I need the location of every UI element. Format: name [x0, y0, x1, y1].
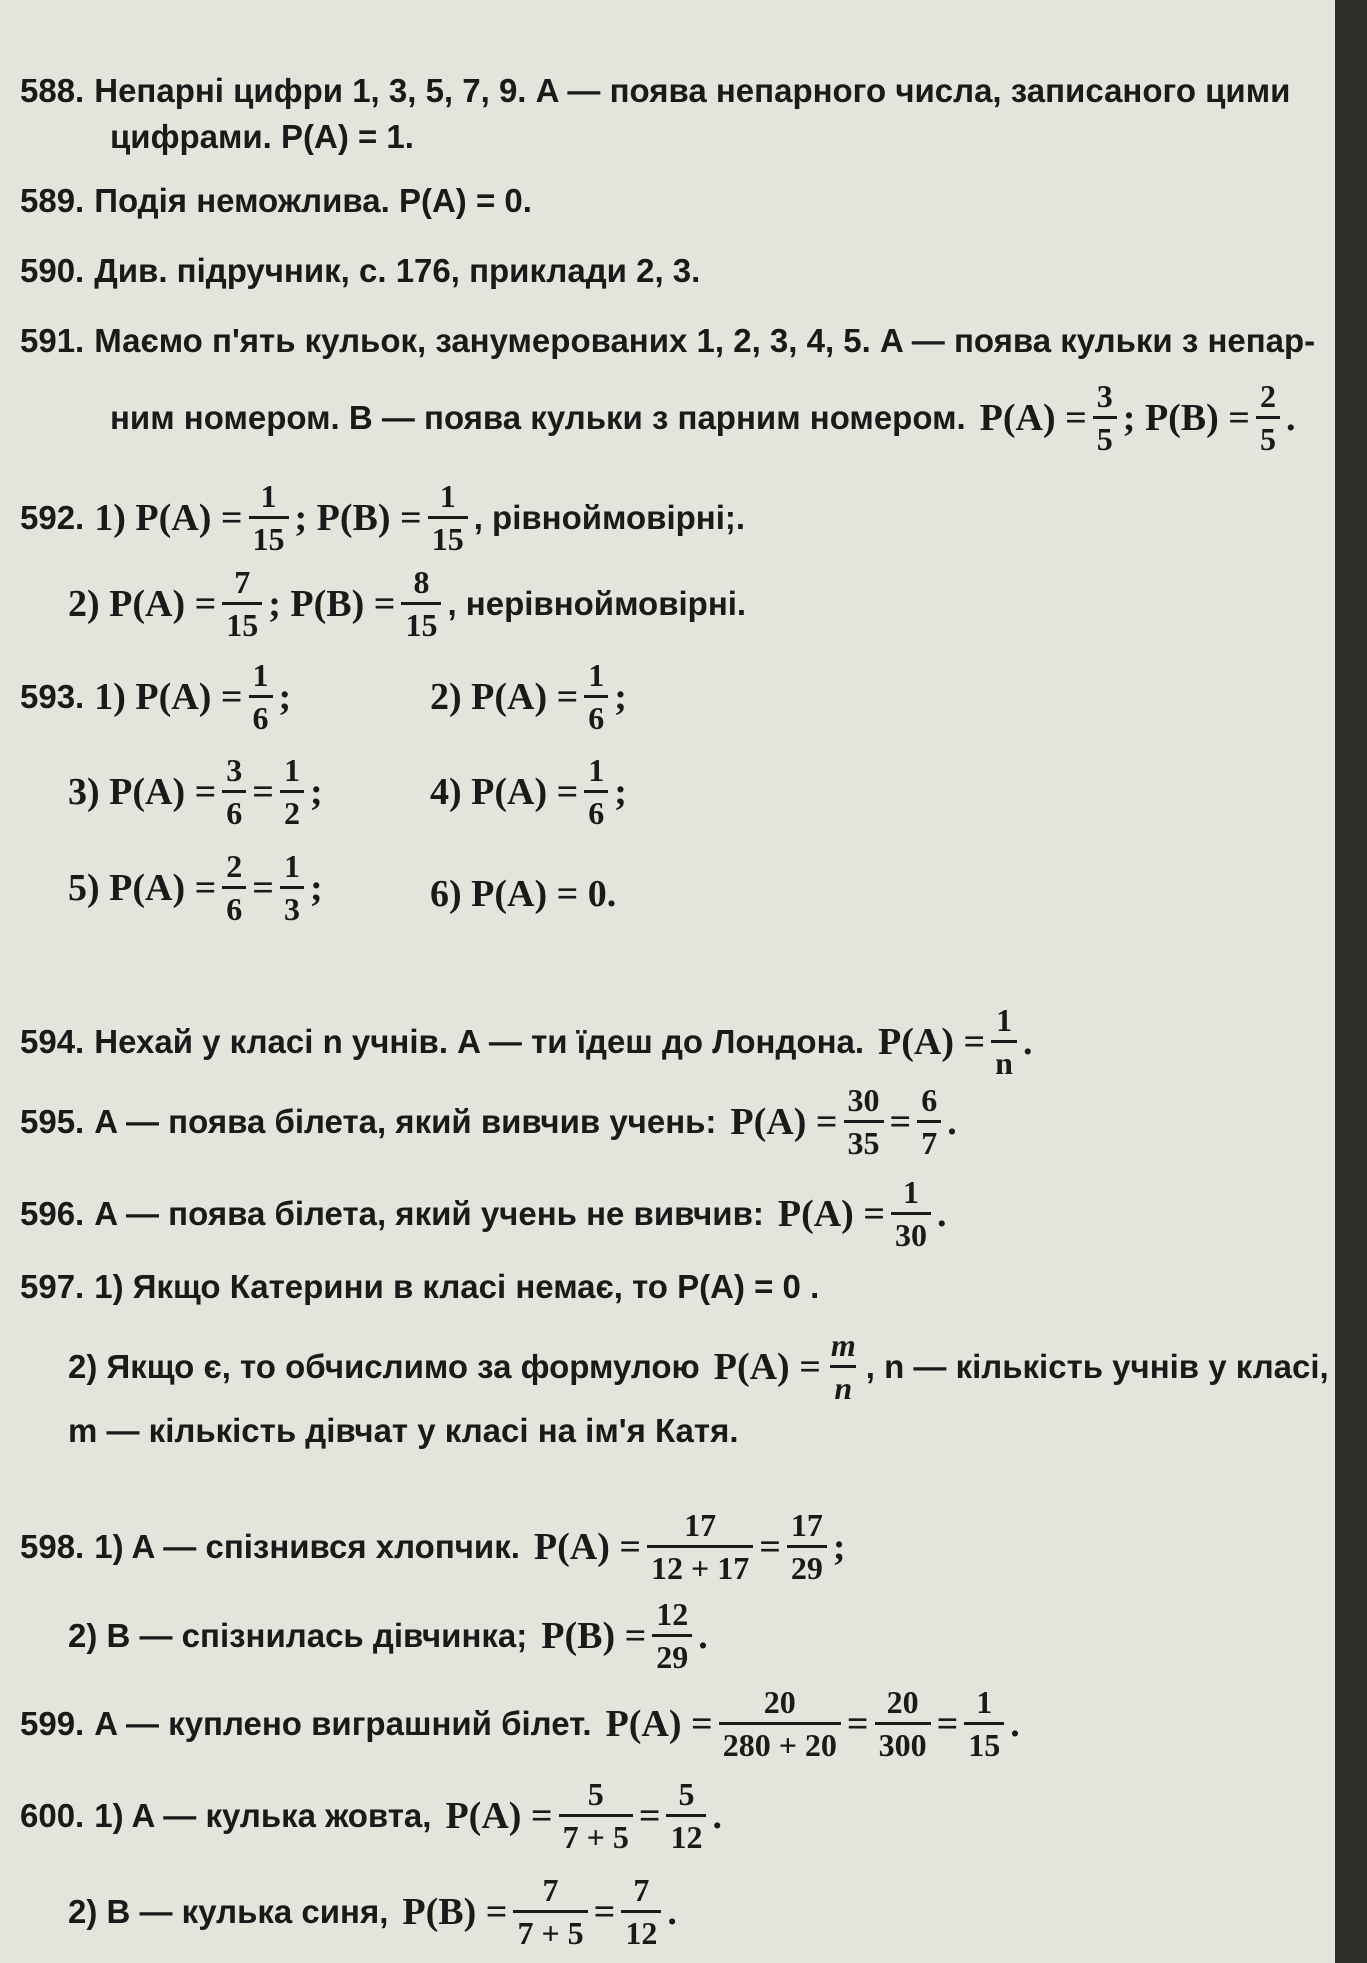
answer-number: 594.	[20, 1022, 85, 1060]
fraction: $\frac{1}{2}$	[280, 750, 304, 833]
fraction: $\frac{2}{5}$	[1256, 376, 1280, 459]
answer-591-line1	[20, 322, 1315, 360]
answer-593-row1-col2: 2) P(A) = $\frac{1}{6}$ ;	[430, 657, 627, 736]
answer-number: 599.	[20, 1704, 85, 1742]
answer-588-line1	[20, 72, 1290, 110]
answer-number: 595.	[20, 1102, 85, 1140]
fraction: $\frac{20}{300}$	[875, 1682, 931, 1765]
answer-number: 600.	[20, 1796, 85, 1834]
fraction: $\frac{7}{15}$	[222, 562, 262, 645]
fraction: $\frac{1}{6}$	[249, 655, 273, 738]
fraction: $\frac{2}{6}$	[222, 846, 246, 929]
fraction: $\frac{17}{29}$	[787, 1505, 827, 1588]
answer-593-row1: 593. 1) P(A) = $\frac{1}{6}$ ;	[20, 657, 292, 736]
fraction: $\frac{6}{7}$	[917, 1080, 941, 1163]
fraction: $\frac{1}{15}$	[428, 476, 468, 559]
answer-593-row2: 3) P(A) = $\frac{3}{6}$ = $\frac{1}{2}$ ;	[68, 752, 323, 831]
answer-597-line3: m — кількість дівчат у класі на ім'я Катя.	[68, 1412, 739, 1449]
answer-594: 594. Нехай у класі n учнів. A — ти їдеш до Лондона. P(A) = $\frac{1}{n}$ .	[20, 1002, 1033, 1081]
fraction: $\frac{17}{12 + 17}$	[647, 1505, 753, 1588]
answer-number: 597.	[20, 1268, 85, 1305]
answer-588-line2	[110, 118, 414, 156]
answer-599: 599. A — куплено виграшний білет. P(A) = $\frac{20}{280 + 20}$ = $\frac{20}{300}$ = $\frac{1}{15}$ .	[20, 1684, 1020, 1763]
answer-text: цифрами. P(A) = 1.	[110, 118, 414, 155]
answer-number: 591.	[20, 322, 85, 359]
page-binding-edge	[1335, 0, 1367, 1963]
answer-595: 595. A — поява білета, який вивчив учень: P(A) = $\frac{30}{35}$ = $\frac{6}{7}$ .	[20, 1082, 957, 1161]
fraction: $\frac{30}{35}$	[844, 1080, 884, 1163]
fraction: $\frac{1}{6}$	[584, 655, 608, 738]
fraction: $\frac{1}{3}$	[280, 846, 304, 929]
answer-592-line2: 2) P(A) = $\frac{7}{15}$ ; P(B) = $\frac{8}{15}$ , нерівноймовірні.	[68, 564, 747, 643]
answer-593-row3-col2: 6) P(A) = 0.	[430, 873, 617, 915]
answer-number: 589.	[20, 182, 85, 219]
fraction: $\frac{m}{n}$	[830, 1327, 856, 1406]
fraction: $\frac{5}{7 + 5}$	[559, 1774, 633, 1857]
fraction: $\frac{1}{15}$	[249, 476, 289, 559]
answer-text: ним номером. B — поява кульки з парним номером.	[110, 398, 966, 436]
answer-597-line2: 2) Якщо є, то обчислимо за формулою P(A) = $\frac{m}{n}$ , n — кількість учнів у класі,	[68, 1327, 1329, 1406]
fraction: $\frac{7}{7 + 5}$	[513, 1870, 587, 1953]
answer-text: Непарні цифри 1, 3, 5, 7, 9. A — поява непарного числа, записаного цими	[94, 72, 1291, 109]
answer-number: 598.	[20, 1527, 85, 1565]
answer-593-row3: 5) P(A) = $\frac{2}{6}$ = $\frac{1}{3}$ ;	[68, 848, 323, 927]
fraction: $\frac{1}{6}$	[584, 750, 608, 833]
fraction: $\frac{1}{n}$	[991, 1000, 1017, 1083]
answer-596: 596. A — поява білета, який учень не вивчив: P(A) = $\frac{1}{30}$ .	[20, 1174, 947, 1253]
answer-598-line1: 598. 1) A — спізнився хлопчик. P(A) = $\frac{17}{12 + 17}$ = $\frac{17}{29}$ ;	[20, 1507, 846, 1586]
fraction: $\frac{12}{29}$	[652, 1594, 692, 1677]
answer-number: 590.	[20, 252, 85, 289]
answer-589	[20, 182, 532, 220]
answer-598-line2: 2) B — спізнилась дівчинка; P(B) = $\frac{12}{29}$ .	[68, 1596, 708, 1675]
formula-label: P(B) =	[1144, 396, 1250, 439]
answer-590	[20, 252, 700, 290]
answer-597-line1: 597. 1) Якщо Катерини в класі немає, то P(A) = 0 .	[20, 1268, 820, 1305]
answer-591-line2: ним номером. B — поява кульки з парним номером. P(A) = $\frac{3}{5}$ ; P(B) = $\frac{2}{5}$ .	[110, 378, 1296, 457]
fraction: $\frac{7}{12}$	[621, 1870, 661, 1953]
answer-number: 588.	[20, 72, 85, 109]
answer-text: Подія неможлива. P(A) = 0.	[94, 182, 532, 219]
answer-text: Див. підручник, с. 176, приклади 2, 3.	[94, 252, 701, 289]
fraction: $\frac{1}{15}$	[964, 1682, 1004, 1765]
answer-number: 592.	[20, 498, 85, 536]
answer-number: 596.	[20, 1194, 85, 1232]
formula-label: P(A) =	[979, 396, 1087, 439]
answer-text: Маємо п'ять кульок, занумерованих 1, 2, 3, 4, 5. A — поява кульки з непар-	[94, 322, 1316, 359]
answer-593-row2-col2: 4) P(A) = $\frac{1}{6}$ ;	[430, 752, 627, 831]
fraction: $\frac{1}{30}$	[891, 1172, 931, 1255]
answer-600-line1: 600. 1) A — кулька жовта, P(A) = $\frac{5}{7 + 5}$ = $\frac{5}{12}$ .	[20, 1776, 722, 1855]
answer-number: 593.	[20, 677, 85, 715]
answer-592-line1: 592. 1) P(A) = $\frac{1}{15}$ ; P(B) = $\frac{1}{15}$ , рівноймовірні;.	[20, 478, 746, 557]
fraction: $\frac{5}{12}$	[666, 1774, 706, 1857]
fraction: $\frac{3}{6}$	[222, 750, 246, 833]
fraction: $\frac{20}{280 + 20}$	[719, 1682, 841, 1765]
answer-600-line2: 2) B — кулька синя, P(B) = $\frac{7}{7 + 5}$ = $\frac{7}{12}$ .	[68, 1872, 677, 1951]
fraction: $\frac{3}{5}$	[1093, 376, 1117, 459]
fraction: $\frac{8}{15}$	[401, 562, 441, 645]
